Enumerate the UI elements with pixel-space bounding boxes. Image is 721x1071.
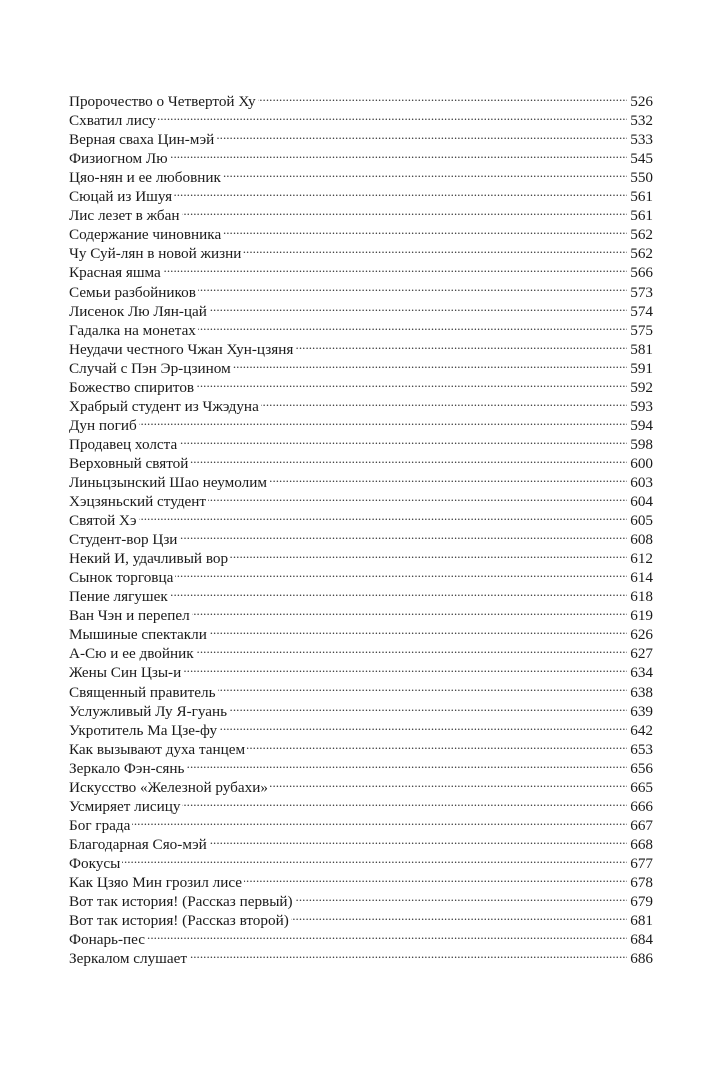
toc-entry-page-number: 677 [630, 854, 653, 872]
dot-leader [190, 449, 627, 468]
toc-entry-title: Искусство «Железной рубахи» [69, 778, 268, 796]
dot-leader [182, 201, 628, 220]
toc-entry [69, 830, 653, 853]
toc-entry [69, 925, 653, 949]
toc-entry-title: Неудачи честного Чжан Хун-цзяня [69, 340, 294, 358]
dot-leader [186, 754, 627, 773]
toc-entry-page-number: 593 [630, 397, 653, 415]
toc-entry [69, 430, 653, 453]
toc-entry-page-number: 666 [630, 797, 653, 815]
toc-entry [69, 506, 653, 530]
toc-entry-page-number: 594 [630, 416, 653, 434]
toc-entry-page-number: 532 [630, 112, 653, 130]
toc-entry-page-number: 574 [630, 302, 653, 320]
dot-leader [209, 297, 627, 316]
toc-entry-page-number: 575 [630, 321, 653, 339]
toc-entry-title: Храбрый студент из Чжэдуна [69, 397, 259, 415]
dot-leader [179, 430, 627, 449]
toc-entry-title: Линьцзынский Шао неумолим [69, 473, 267, 491]
dot-leader [170, 144, 628, 163]
dot-leader [244, 868, 627, 887]
toc-entry-page-number: 545 [630, 150, 653, 168]
toc-entry-page-number: 665 [630, 778, 653, 796]
toc-entry-page-number: 561 [630, 207, 653, 225]
dot-leader [243, 239, 627, 258]
toc-entry-title: Случай с Пэн Эр-цзином [69, 359, 231, 377]
dot-leader [247, 735, 627, 754]
dot-leader [147, 925, 627, 944]
toc-entry-title: Фокусы [69, 854, 121, 872]
toc-entry-page-number: 603 [630, 473, 653, 491]
table-of-contents [69, 87, 653, 968]
toc-entry [69, 87, 653, 111]
toc-entry-title: Как Цзяо Мин грозил лисе [69, 873, 243, 891]
toc-entry-page-number: 526 [630, 93, 653, 111]
dot-leader [208, 487, 627, 506]
dot-leader [198, 277, 627, 296]
toc-entry-page-number: 618 [630, 588, 653, 606]
toc-entry-page-number: 653 [630, 740, 653, 758]
dot-leader [218, 677, 628, 696]
dot-leader [261, 392, 627, 411]
dot-leader [295, 335, 627, 354]
toc-entry-title: Сынок торговца [69, 569, 174, 587]
toc-entry-title: Чу Суй-лян в новой жизни [69, 245, 242, 263]
toc-entry-page-number: 614 [630, 569, 653, 587]
toc-entry-page-number: 562 [630, 245, 653, 263]
toc-entry-title: Мышиные спектакли [69, 626, 207, 644]
toc-entry-page-number: 561 [630, 188, 653, 206]
dot-leader [270, 773, 627, 792]
toc-entry-title: Верная сваха Цин-мэй [69, 131, 215, 149]
dot-leader [196, 639, 628, 658]
dot-leader [192, 601, 628, 620]
toc-entry-title: Продавец холста [69, 435, 178, 453]
toc-entry-page-number: 678 [630, 873, 653, 891]
dot-leader [183, 658, 627, 677]
dot-leader [209, 620, 627, 639]
toc-entry-page-number: 604 [630, 493, 653, 511]
dot-leader [258, 87, 628, 106]
toc-entry-page-number: 608 [630, 531, 653, 549]
toc-entry-title: Верховный святой [69, 454, 189, 472]
toc-entry-title: Семьи разбойников [69, 283, 196, 301]
toc-entry-page-number: 591 [630, 359, 653, 377]
dot-leader [269, 468, 627, 487]
toc-entry-page-number: 605 [630, 512, 653, 530]
toc-entry-page-number: 667 [630, 816, 653, 834]
toc-entry-page-number: 684 [630, 931, 653, 949]
toc-entry [69, 849, 653, 872]
toc-entry-title: Содержание чиновника [69, 226, 222, 244]
toc-entry-title: Зеркалом слушает [69, 950, 187, 968]
toc-entry [69, 868, 653, 891]
toc-entry [69, 944, 653, 968]
toc-entry-page-number: 681 [630, 912, 653, 930]
toc-entry-title: Пророчество о Четвертой Ху [69, 93, 256, 111]
toc-entry-title: Красная яшма [69, 264, 161, 282]
dot-leader [163, 258, 627, 277]
toc-entry-title: Цяо-нян и ее любовник [69, 169, 221, 187]
dot-leader [230, 544, 627, 563]
toc-entry-title: Лис лезет в жбан [69, 207, 180, 225]
toc-entry [69, 811, 653, 834]
toc-entry-title: Некий И, удачливый вор [69, 550, 229, 568]
toc-entry-title: Гадалка на монетах [69, 321, 196, 339]
toc-entry-title: Сюцай из Ишуя [69, 188, 173, 206]
toc-entry-page-number: 619 [630, 607, 653, 625]
toc-entry [69, 411, 653, 434]
toc-entry-page-number: 679 [630, 893, 653, 911]
dot-leader [216, 125, 627, 144]
dot-leader [158, 106, 627, 125]
dot-leader [132, 811, 627, 830]
dot-leader [139, 411, 628, 430]
toc-entry-title: Пение лягушек [69, 588, 168, 606]
dot-leader [198, 316, 627, 335]
toc-entry-title: Зеркало Фэн-сянь [69, 759, 185, 777]
toc-entry-title: А-Сю и ее двойник [69, 645, 194, 663]
toc-entry-title: Благодарная Сяо-мэй [69, 835, 207, 853]
toc-entry-page-number: 639 [630, 702, 653, 720]
toc-entry-page-number: 656 [630, 759, 653, 777]
toc-entry-page-number: 686 [630, 950, 653, 968]
toc-entry-title: Укротитель Ма Цзе-фу [69, 721, 218, 739]
toc-entry [69, 525, 653, 549]
toc-entry-title: Лисенок Лю Лян-цай [69, 302, 207, 320]
toc-entry-page-number: 612 [630, 550, 653, 568]
toc-entry-title: Хэцзяньский студент [69, 493, 207, 511]
toc-entry-page-number: 642 [630, 721, 653, 739]
toc-entry-title: Дун погиб [69, 416, 137, 434]
toc-entry-title: Как вызывают духа танцем [69, 740, 246, 758]
toc-entry-page-number: 626 [630, 626, 653, 644]
toc-entry-page-number: 581 [630, 340, 653, 358]
toc-entry-page-number: 634 [630, 664, 653, 682]
toc-entry-page-number: 592 [630, 378, 653, 396]
dot-leader [223, 220, 627, 239]
dot-leader [291, 906, 627, 925]
dot-leader [122, 849, 627, 868]
toc-entry-title: Услужливый Лу Я-гуань [69, 702, 228, 720]
dot-leader [209, 830, 627, 849]
toc-entry-page-number: 550 [630, 169, 653, 187]
toc-entry-page-number: 668 [630, 835, 653, 853]
dot-leader [295, 887, 628, 906]
toc-entry-title: Вот так история! (Рассказ второй) [69, 912, 289, 930]
toc-entry-title: Физиогном Лю [69, 150, 168, 168]
toc-entry-title: Бог града [69, 816, 131, 834]
toc-entry-title: Студент-вор Цзи [69, 531, 178, 549]
toc-entry-title: Схватил лису [69, 112, 157, 130]
toc-entry-title: Жены Син Цзы-и [69, 664, 182, 682]
dot-leader [139, 506, 628, 525]
toc-entry-title: Божество спиритов [69, 378, 195, 396]
dot-leader [182, 792, 627, 811]
toc-entry-page-number: 600 [630, 454, 653, 472]
toc-entry-title: Фонарь-пес [69, 931, 146, 949]
dot-leader [223, 163, 627, 182]
toc-entry-page-number: 598 [630, 435, 653, 453]
dot-leader [219, 716, 627, 735]
dot-leader [175, 563, 627, 582]
toc-entry-page-number: 562 [630, 226, 653, 244]
toc-entry-title: Усмиряет лисицу [69, 797, 181, 815]
toc-entry-title: Святой Хэ [69, 512, 137, 530]
dot-leader [179, 525, 627, 544]
dot-leader [174, 182, 627, 201]
dot-leader [229, 697, 627, 716]
toc-entry-title: Ван Чэн и перепел [69, 607, 190, 625]
toc-entry-title: Священный правитель [69, 683, 216, 701]
dot-leader [233, 354, 628, 373]
dot-leader [189, 944, 627, 963]
toc-entry-page-number: 573 [630, 283, 653, 301]
dot-leader [170, 582, 628, 601]
toc-entry-page-number: 627 [630, 645, 653, 663]
toc-entry-title: Вот так история! (Рассказ первый) [69, 893, 293, 911]
toc-entry-page-number: 638 [630, 683, 653, 701]
toc-entry-page-number: 533 [630, 131, 653, 149]
dot-leader [196, 373, 627, 392]
toc-entry-page-number: 566 [630, 264, 653, 282]
